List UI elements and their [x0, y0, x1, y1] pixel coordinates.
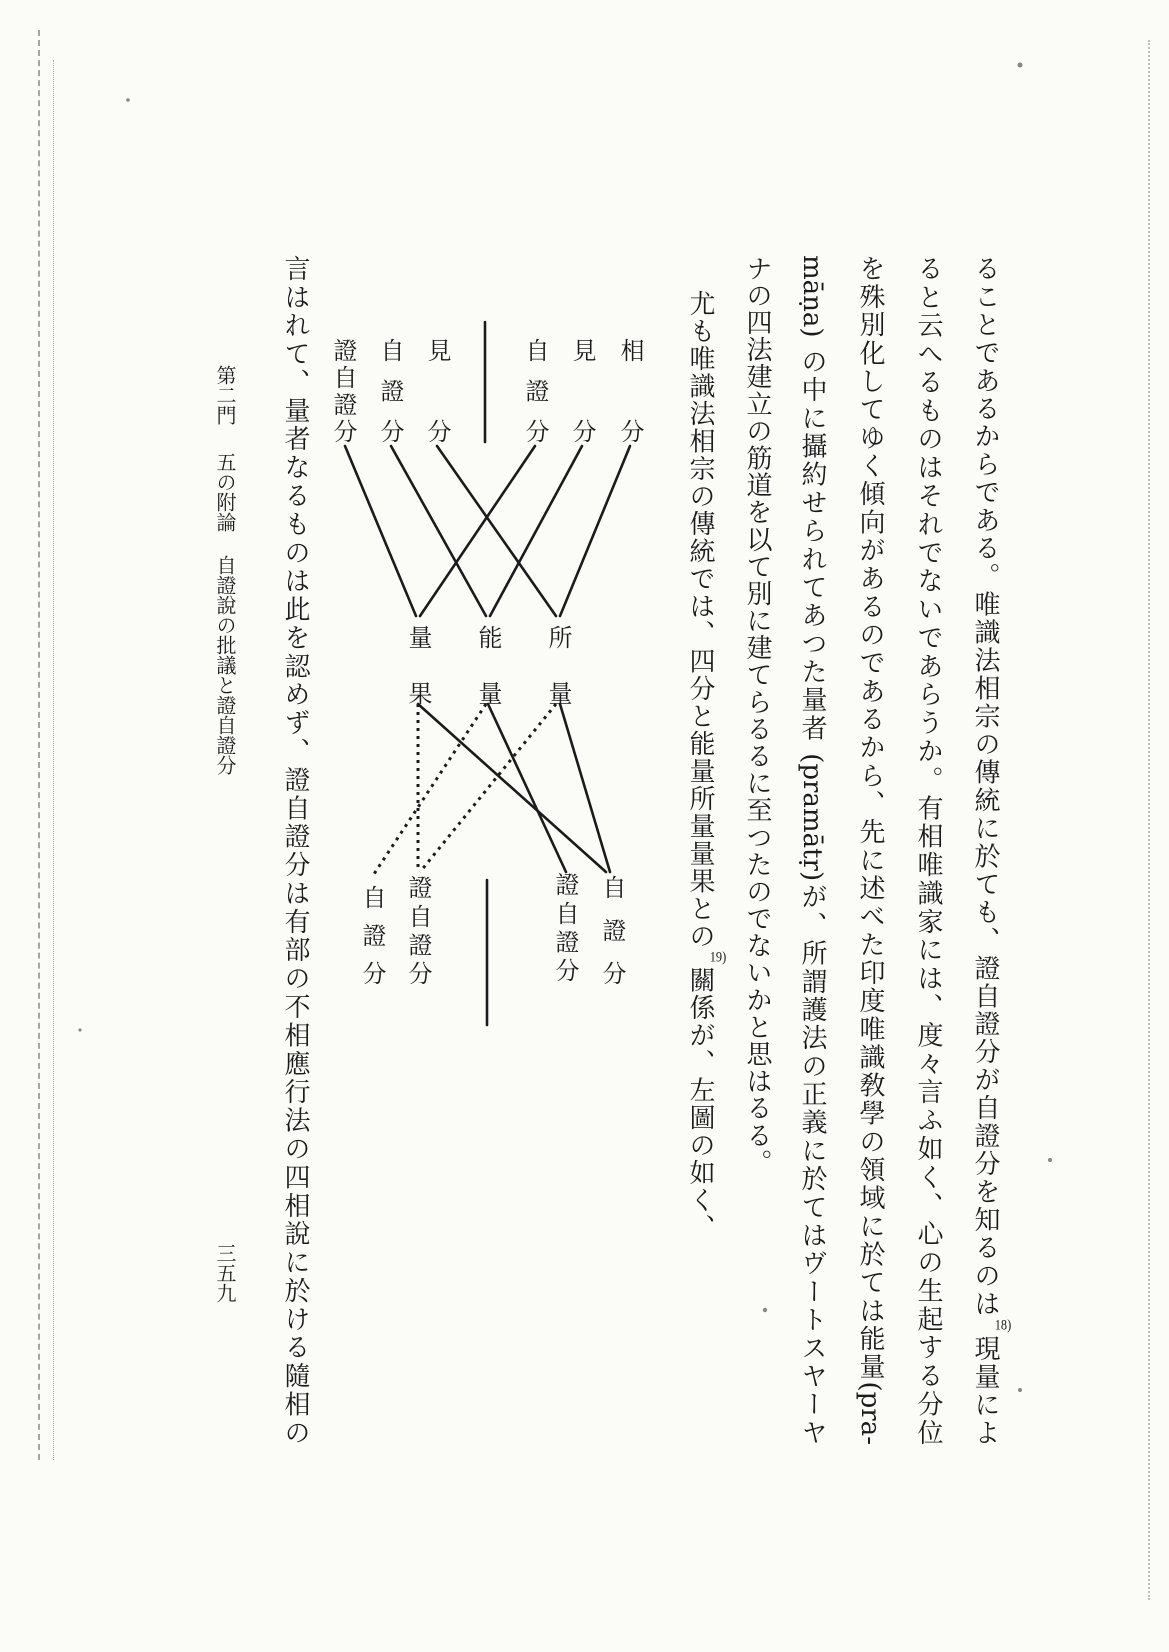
scan-edge-left-inner: [53, 60, 54, 1460]
body-column-1: [965, 255, 1012, 1446]
label-nengliang: 能量: [474, 625, 502, 705]
label-suoliang: 所量: [544, 625, 572, 705]
link-zizhengfen2-nengliang: [391, 446, 486, 616]
link-liangguo-zizhengfen: [418, 704, 606, 872]
link-zhengzizhengfen-liangguo: [345, 446, 416, 616]
body-column-5: ナの四法建立の筋道を以て別に建てらるるに至つたのでないかと思はるる。: [742, 255, 772, 1175]
page-number: 三五九: [213, 1243, 237, 1303]
body-column-2: ると云へるものはそれでないであらうか。有相唯識家には、度々言ふ如く、心の生起する分位: [913, 255, 943, 1446]
footnote-ref-18: 18): [994, 1318, 1012, 1334]
link-suoliang-zizhengfen: [560, 704, 610, 872]
scan-speck: [1048, 1158, 1052, 1162]
label-bottom-zhengzizhengfen: 證自證分: [551, 872, 579, 982]
scan-edge-left: [38, 30, 40, 1460]
link-jianfen-nengliang: [490, 446, 582, 616]
dotted-link-suoliang-zhengzizhengfen: [420, 704, 556, 872]
body-column-3: を殊別化してゆく傾向があるのであるから、先に述べた印度唯識敎學の領域に於ては能量(pra-: [855, 255, 885, 1445]
scan-speck: [1018, 63, 1023, 68]
link-xiangfen-suoliang: [560, 446, 630, 616]
body-column-7: 言はれて、量者なるものは此を認めず、證自證分は有部の不相應行法の四相說に於ける隨相の: [280, 255, 310, 1446]
label-bottom-zhengzizhengfen-2: 證自證分: [404, 875, 432, 985]
label-bottom-zizhengfen-2: 自證分: [358, 885, 386, 985]
scan-speck: [78, 1028, 81, 1031]
footnote-ref-19: 19): [709, 950, 727, 965]
scan-speck: [126, 98, 130, 102]
dotted-link-nengliang-zizhengfen: [374, 704, 486, 874]
label-top-xiangfen: 相分: [616, 338, 644, 443]
label-top-zhengzizhengfen: 證自證分: [329, 338, 357, 443]
link-zizhengfen-liangguo: [420, 446, 535, 616]
running-footer-section: 第二門: [213, 365, 237, 425]
scan-edge-right: [1148, 40, 1150, 1600]
label-top-jianfen-2: 見分: [423, 338, 451, 443]
link-nengliang-zhengzizhengfen: [488, 704, 566, 872]
body-column-4: māṇa) の中に攝約せられてあつた量者 (pramātṛ)が、所謂護法の正義に於てはヴートスヤーヤ: [797, 255, 827, 1445]
label-bottom-zizhengfen: 自證分: [598, 875, 626, 985]
label-top-jianfen: 見分: [568, 338, 596, 443]
body-text: 尤も唯識法相宗の傳統では、四分と能量所量量果との: [685, 290, 715, 950]
scan-speck: [1018, 1388, 1022, 1392]
body-text: 關係が、左圖の如く、: [685, 966, 715, 1240]
body-column-6: [680, 290, 727, 1240]
body-text: ることであるからである。唯識法相宗の傳統に於ても、證自證分が自證分を知るのは: [970, 255, 1000, 1319]
link-jianfen2-suoliang: [437, 446, 556, 616]
running-footer-chapter: 五の附論: [213, 452, 237, 532]
label-liangguo: 量果: [404, 625, 432, 705]
body-text: 現量によ: [970, 1335, 1000, 1446]
label-top-zizhengfen-2: 自證分: [376, 338, 404, 443]
running-footer-title: 自證說の批議と證自證分: [213, 555, 237, 775]
label-top-zizhengfen: 自證分: [521, 338, 549, 443]
scan-speck: [763, 1308, 767, 1312]
